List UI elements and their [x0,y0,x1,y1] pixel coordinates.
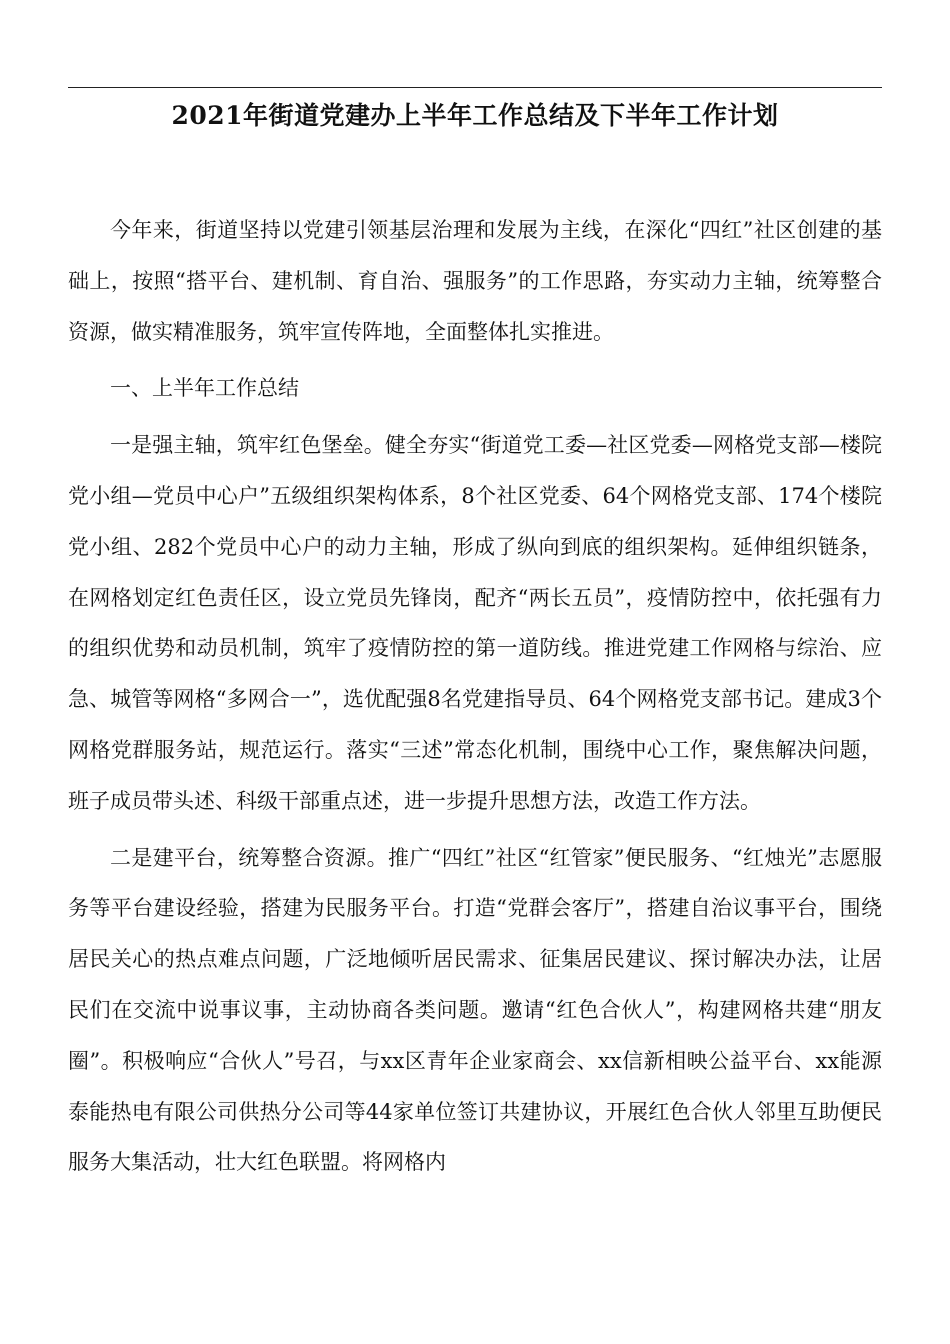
section-heading: 一、上半年工作总结 [110,376,299,401]
document-body [68,205,882,1194]
intro-paragraph: 今年来，街道坚持以党建引领基层治理和发展为主线，在深化“四红”社区创建的基础上，按照“搭平台、建机制、育自治、强服务”的工作思路，夯实动力主轴，统筹整合资源，做实精准服务，筑牢宣传阵地，全面整体扎实推进。 [68,218,882,344]
document-title: 2021年街道党建办上半年工作总结及下半年工作计划 [171,101,779,130]
header-rule [68,87,882,88]
body-paragraph-1: 一是强主轴，筑牢红色堡垒。健全夯实“街道党工委—社区党委—网格党支部—楼院党小组—党员中心户”五级组织架构体系，8个社区党委、64个网格党支部、174个楼院党小组、282个党员中心户的动力主轴，形成了纵向到底的组织架构。延伸组织链条，在网格划定红色责任区，设立党员先锋岗，配齐“两长五员”，疫情防控中，依托强有力的组织优势和动员机制，筑牢了疫情防控的第一道防线。推进党建工作网格与综治、应急、城管等网格“多网合一”，选优配强8名党建指导员、64个网格党支部书记。建成3个网格党群服务站，规范运行。落实“三述”常态化机制，围绕中心工作，聚焦解决问题，班子成员带头述、科级干部重点述，进一步提升思想方法，改造工作方法。 [68,433,882,813]
body-paragraph-2: 二是建平台，统筹整合资源。推广“四红”社区“红管家”便民服务、“红烛光”志愿服务等平台建设经验，搭建为民服务平台。打造“党群会客厅”，搭建自治议事平台，围绕居民关心的热点难点问题，广泛地倾听居民需求、征集居民建议、探讨解决办法，让居民们在交流中说事议事，主动协商各类问题。邀请“红色合伙人”，构建网格共建“朋友圈”。积极响应“合伙人”号召，与xx区青年企业家商会、xx信新相映公益平台、xx能源泰能热电有限公司供热分公司等44家单位签订共建协议，开展红色合伙人邻里互助便民服务大集活动，壮大红色联盟。将网格内 [68,845,882,1175]
